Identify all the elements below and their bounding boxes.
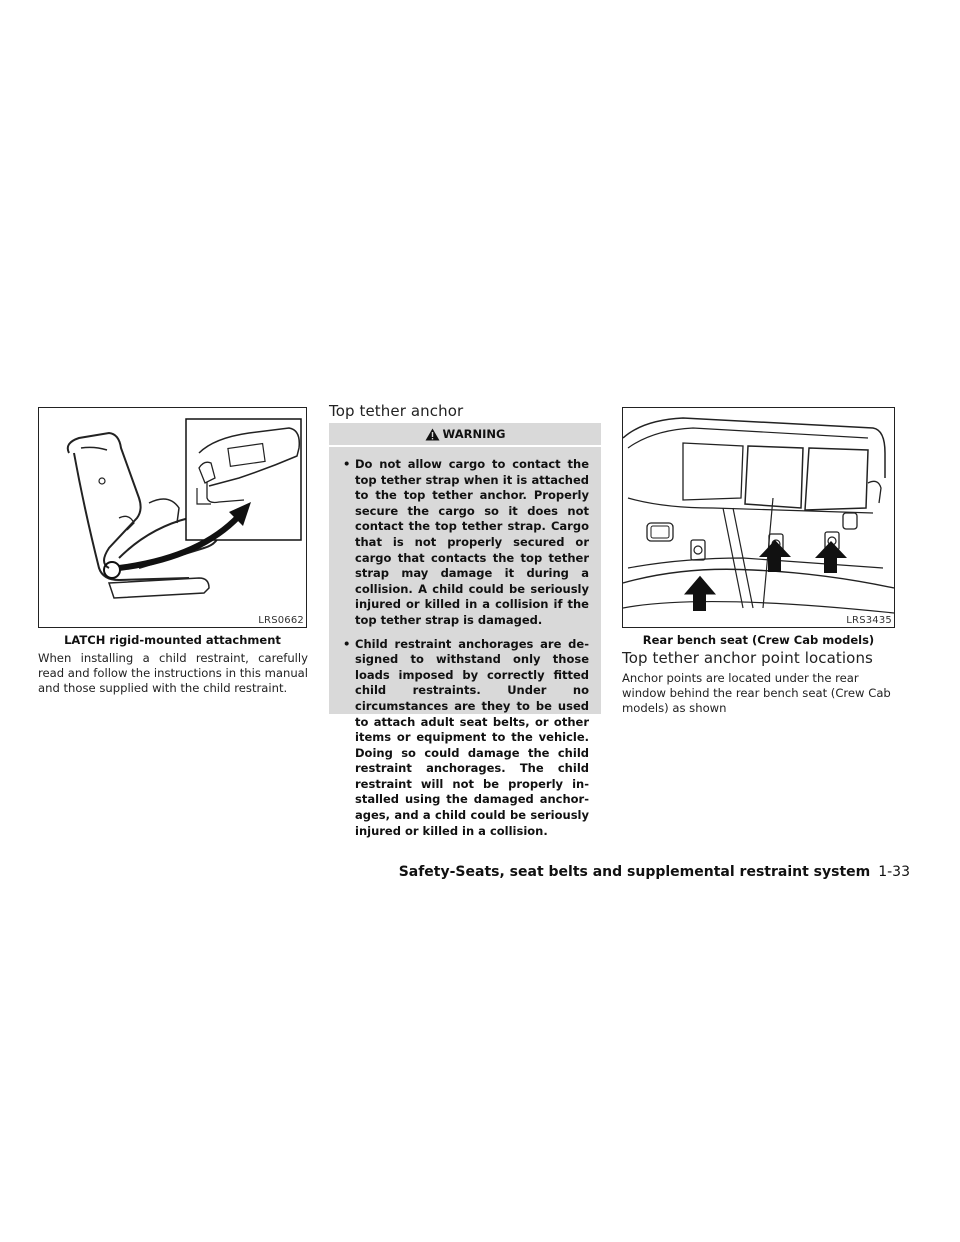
warning-item-cargo (343, 457, 589, 629)
warning-triangle-icon (425, 428, 440, 441)
rear-bench-figure (622, 407, 895, 628)
warning-list (343, 457, 589, 847)
top-tether-anchor-heading: Top tether anchor (329, 402, 464, 420)
latch-figure-caption: LATCH rigid-mounted attachment (64, 633, 281, 647)
warning-title: WARNING (442, 427, 506, 441)
anchor-point-locations-paragraph: Anchor points are located under the rear window behind the rear bench seat (Crew Cab models) as shown (622, 671, 891, 716)
page-footer (399, 864, 910, 880)
bullet: • (343, 636, 351, 651)
latch-seat-illustration (39, 408, 306, 627)
latch-figure (38, 407, 307, 628)
figure-code: LRS0662 (258, 615, 304, 626)
warning-header (329, 423, 601, 447)
latch-instructions-paragraph: When installing a child restraint, carefully read and follow the instructions in this manual and those supplied with the child restraint. (38, 651, 308, 696)
warning-item-text: Do not allow cargo to contact the top tether strap when it is attached to the top tether anchor. Properly secure the cargo so it does not contact the top tether strap. Cargo that is not properly secured or cargo that contacts the top tether strap may damage it during a collision. A child could be seriously injured or killed in a collision if the top tether strap is damaged. (355, 457, 589, 627)
warning-item-text: Child restraint anchorages are designed to withstand only those loads imposed by correctly fitted child restraints. Under no circumstances are they to be used to attach adult seat belts, or other items or equipment to the vehicle. Doing so could damage the child restraint anchorages. The child restraint will not be properly installed using the damaged anchorages, and a child could be seriously injured or killed in a collision. (355, 636, 589, 838)
footer-section-title: Safety-Seats, seat belts and supplemental restraint system (398, 864, 871, 880)
rear-bench-figure-caption: Rear bench seat (Crew Cab models) (642, 633, 875, 647)
figure-code: LRS3435 (846, 615, 892, 626)
warning-item-anchorages (343, 637, 589, 840)
bullet: • (343, 457, 351, 471)
rear-bench-illustration (623, 408, 894, 627)
anchor-point-locations-heading: Top tether anchor point locations (622, 649, 873, 667)
page-number: 1-33 (878, 864, 910, 880)
warning-box (329, 423, 601, 838)
